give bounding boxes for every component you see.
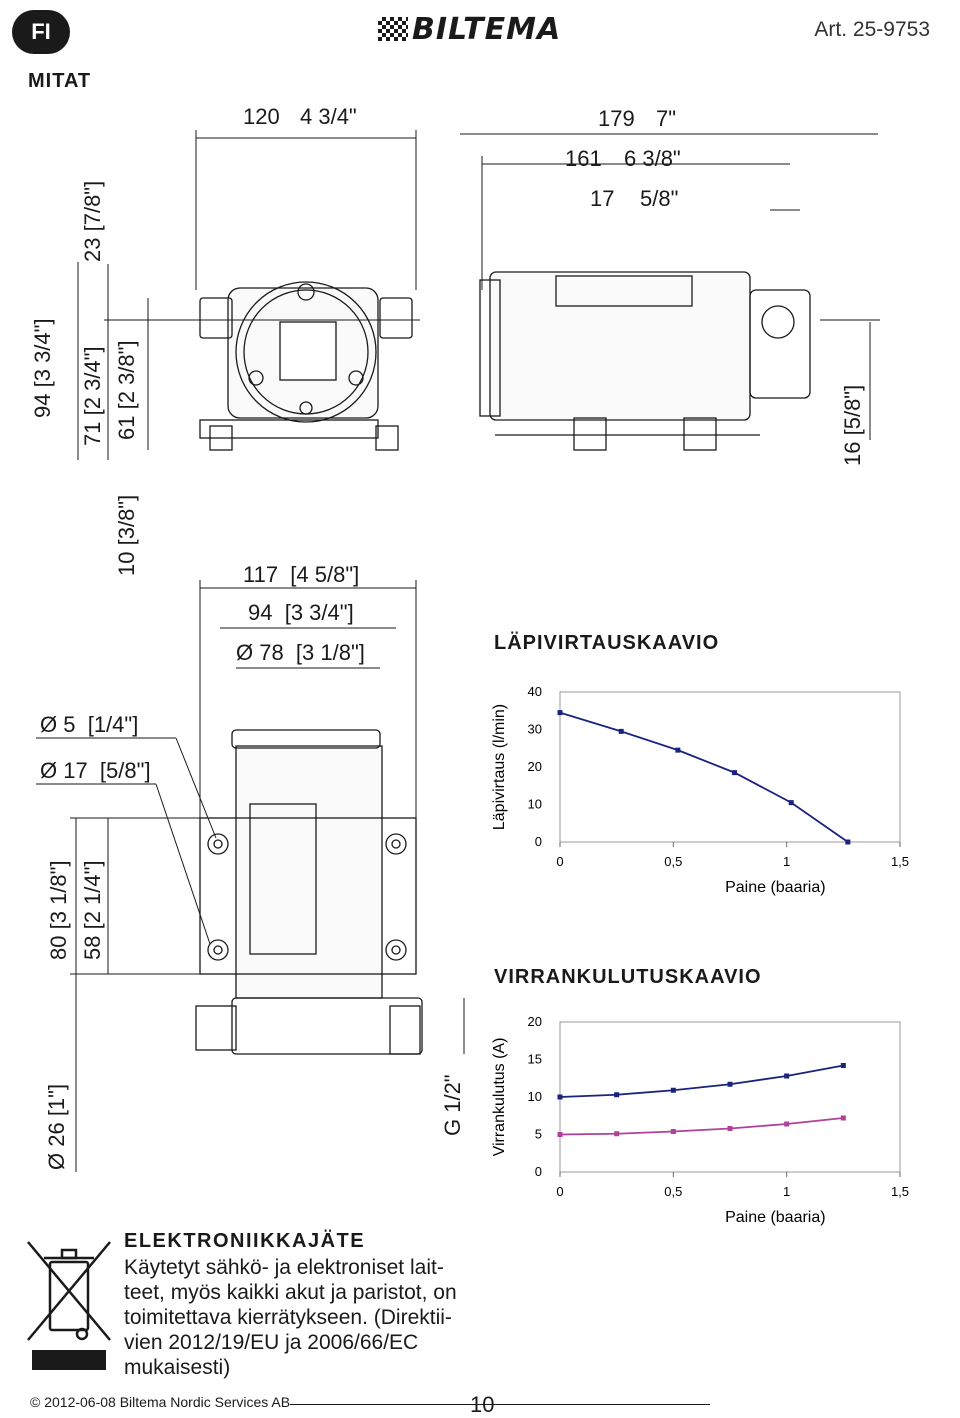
dim-side-length-in: 7"	[656, 106, 677, 131]
data-point	[614, 1092, 619, 1097]
plot-area	[560, 1022, 900, 1172]
data-point	[732, 770, 737, 775]
footer-rule	[290, 1404, 710, 1405]
article-number: Art. 25-9753	[814, 18, 930, 41]
dim-height-10: 10 [3/8"]	[114, 494, 139, 576]
y-tick-label: 40	[527, 684, 542, 699]
pump-side-view	[480, 272, 810, 450]
dim-height-71: 71 [2 3/4"]	[80, 346, 105, 446]
dim-vertical-80: 80 [3 1/8"]	[46, 860, 71, 960]
language-badge: FI	[12, 10, 70, 54]
data-point	[841, 1063, 846, 1068]
y-axis-label: Virrankulutus (A)	[491, 1037, 508, 1157]
dim-hole-5: Ø 5 [1/4"]	[40, 712, 139, 737]
dim-bottom-94: 94 [3 3/4"]	[248, 600, 354, 625]
weee-line: mukaisesti)	[124, 1356, 231, 1379]
weee-line: toimitettava kierrätykseen. (Direktii-	[124, 1306, 452, 1329]
data-point	[784, 1074, 789, 1079]
data-point	[671, 1088, 676, 1093]
y-tick-label: 0	[534, 1164, 542, 1179]
dim-side-mid-in: 6 3/8"	[624, 146, 681, 171]
data-point	[841, 1116, 846, 1121]
data-point	[784, 1122, 789, 1127]
x-axis-label: Paine (baaria)	[725, 879, 826, 896]
x-tick-label: 0,5	[664, 854, 683, 869]
x-tick-label: 1,5	[890, 854, 910, 869]
data-point	[558, 1132, 563, 1137]
y-tick-label: 15	[527, 1051, 542, 1067]
data-point	[845, 840, 850, 845]
dim-vertical-58: 58 [2 1/4"]	[80, 860, 105, 960]
x-tick-label: 1,5	[890, 1184, 910, 1199]
series-line	[560, 1066, 843, 1098]
weee-text	[124, 1255, 457, 1380]
copyright: © 2012-06-08 Biltema Nordic Services AB	[30, 1394, 291, 1410]
data-point	[728, 1082, 733, 1087]
data-point	[558, 710, 563, 715]
x-tick-label: 1	[783, 854, 791, 869]
y-axis-label: Läpivirtaus (l/min)	[491, 703, 508, 831]
y-tick-label: 20	[527, 1014, 542, 1029]
dim-front-width: 120	[243, 104, 280, 129]
weee-title: ELEKTRONIIKKAJÄTE	[124, 1230, 366, 1252]
dim-thread: G 1/2"	[440, 1074, 465, 1136]
data-point	[675, 748, 680, 753]
pump-front-view	[200, 282, 412, 450]
dim-side-short: 17	[590, 186, 615, 211]
weee-bin-icon	[24, 1240, 114, 1372]
current-chart-title: VIRRANKULUTUSKAAVIO	[494, 966, 762, 988]
flow-chart-title: LÄPIVIRTAUSKAAVIO	[494, 632, 720, 654]
dim-height-total: 94 [3 3/4"]	[30, 318, 55, 418]
dim-bottom-117: 117 [4 5/8"]	[243, 562, 360, 587]
flow-chart	[480, 660, 940, 910]
current-chart	[480, 990, 940, 1240]
dim-side-mid: 161	[565, 146, 602, 171]
y-tick-label: 5	[534, 1126, 542, 1142]
dim-hole-17: Ø 17 [5/8"]	[40, 758, 151, 783]
dim-height-23: 23 [7/8"]	[80, 180, 105, 262]
weee-line: teet, myös kaikki akut ja paristot, on	[124, 1281, 457, 1304]
dim-height-61: 61 [2 3/8"]	[114, 340, 139, 440]
x-tick-label: 1	[783, 1184, 791, 1199]
data-point	[619, 729, 624, 734]
dim-height-16: 16 [5/8"]	[840, 384, 865, 466]
weee-line: Käytetyt sähkö- ja elektroniset lait-	[124, 1256, 444, 1279]
page-number: 10	[470, 1392, 495, 1417]
y-tick-label: 20	[527, 759, 542, 774]
x-tick-label: 0	[556, 854, 564, 869]
data-point	[789, 800, 794, 805]
y-tick-label: 0	[534, 834, 542, 849]
dim-front-width-in: 4 3/4"	[300, 104, 357, 129]
brand-name: BILTEMA	[412, 11, 562, 47]
pump-bottom-view	[196, 730, 422, 1054]
x-axis-label: Paine (baaria)	[725, 1209, 826, 1226]
section-title: MITAT	[28, 70, 92, 92]
data-point	[671, 1129, 676, 1134]
y-tick-label: 10	[527, 796, 542, 812]
data-point	[558, 1095, 563, 1100]
series-line	[560, 713, 848, 842]
x-tick-label: 0,5	[664, 1184, 683, 1199]
y-tick-label: 10	[527, 1089, 542, 1104]
series-line	[560, 1118, 843, 1135]
data-point	[728, 1126, 733, 1131]
data-point	[614, 1131, 619, 1136]
dim-side-short-in: 5/8"	[640, 186, 679, 211]
plot-area	[560, 692, 900, 842]
dim-side-length: 179	[598, 106, 635, 131]
weee-line: vien 2012/19/EU ja 2006/66/EC	[124, 1331, 419, 1354]
y-tick-label: 30	[527, 721, 542, 737]
x-tick-label: 0	[556, 1184, 564, 1199]
dim-diameter-26: Ø 26 [1"]	[44, 1083, 69, 1170]
dim-bottom-78: Ø 78 [3 1/8"]	[236, 640, 365, 665]
